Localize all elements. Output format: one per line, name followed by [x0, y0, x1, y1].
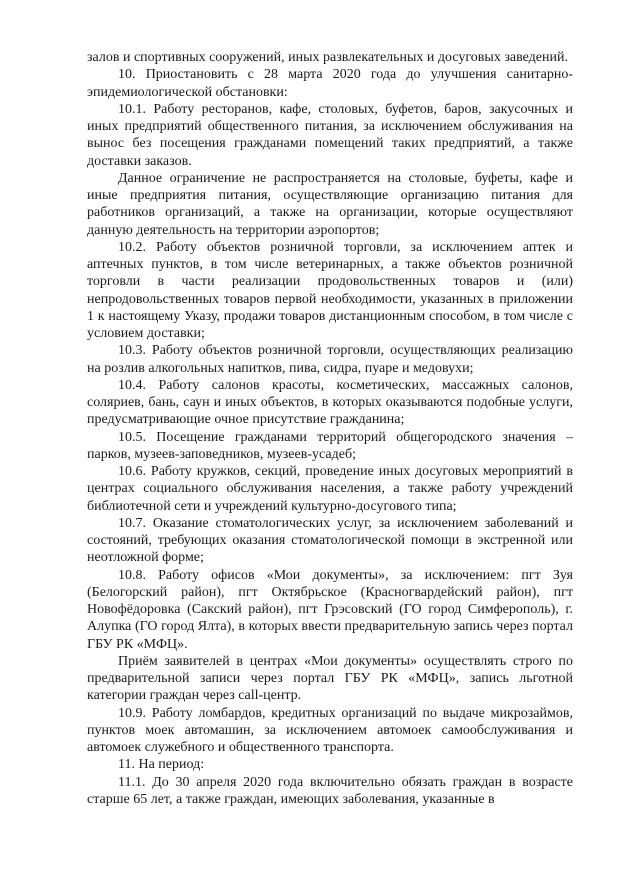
paragraph-item-10-4: 10.4. Работу салонов красоты, косметических, массажных салонов, соляриев, бань, саун и иных объектов, в которых оказываются подобные услуги, предусматривающие очное присутствие гражданина;: [87, 377, 573, 428]
paragraph-item-10-8-note: Приём заявителей в центрах «Мои документы» осуществлять строго по предварительной записи через портал ГБУ РК «МФЦ», запись льготной категории граждан через call-центр.: [87, 653, 573, 704]
document-body: [87, 49, 573, 808]
paragraph-item-11: 11. На период:: [118, 757, 205, 773]
paragraph-item-10-3: 10.3. Работу объектов розничной торговли, осуществляющих реализацию на розлив алкогольных напитков, пива, сидра, пуаре и медовухи;: [87, 343, 573, 376]
paragraph-item-10-1: 10.1. Работу ресторанов, кафе, столовых, буфетов, баров, закусочных и иных предприятий общественного питания, за исключением обслуживания на вынос без посещения гражданами помещений таких предприятий, а также доставки заказов.: [87, 101, 573, 169]
paragraph-continuation: залов и спортивных сооружений, иных развлекательных и досуговых заведений.: [87, 50, 568, 65]
paragraph-item-10-9: 10.9. Работу ломбардов, кредитных организаций по выдаче микрозаймов, пунктов моек автомашин, за исключением автомоек самообслуживания и автомоек служебного и общественного транспорта.: [87, 705, 573, 755]
paragraph-item-10-1-note: Данное ограничение не распространяется на столовые, буфеты, кафе и иные предприятия питания, осуществляющие организацию питания для работников организаций, а также на организации, которые осуществляют данную деятельность на территории аэропортов;: [87, 170, 573, 238]
paragraph-item-10-5: 10.5. Посещение гражданами территорий общегородского значения – парков, музеев-заповедников, музеев-усадеб;: [87, 429, 573, 462]
paragraph-item-10-6: 10.6. Работу кружков, секций, проведение иных досуговых мероприятий в центрах социального обслуживания населения, а также работу учреждений библиотечной сети и учреждений культурно-досугового типа;: [87, 464, 573, 514]
paragraph-item-10-2: 10.2. Работу объектов розничной торговли, за исключением аптек и аптечных пунктов, в том числе ветеринарных, а также объектов розничной торговли в части реализации продовольственных товаров и (или) непродовольственных товаров первой необходимости, указанных в приложении 1 к настоящему Указу, продажи товаров дистанционным способом, в том числе с условием доставки;: [87, 239, 573, 341]
paragraph-item-10: 10. Приостановить с 28 марта 2020 года до улучшения санитарно-эпидемиологической обстановки:: [87, 67, 573, 100]
paragraph-item-10-7: 10.7. Оказание стоматологических услуг, за исключением заболеваний и состояний, требующих оказания стоматологической помощи в экстренной или неотложной форме;: [87, 515, 573, 566]
paragraph-item-10-8: 10.8. Работу офисов «Мои документы», за исключением: пгт Зуя (Белогорский район), пгт Октябрьское (Красногвардейский район), пгт Новофёдоровка (Сакский район), пгт Грэсовский (ГО город Симферополь), г. Алупка (ГО город Ялта), в которых ввести предварительную запись через портал ГБУ РК «МФЦ».: [87, 567, 573, 652]
paragraph-item-11-1: 11.1. До 30 апреля 2020 года включительно обязать граждан в возрасте старше 65 лет, а также граждан, имеющих заболевания, указанные в: [87, 774, 573, 807]
